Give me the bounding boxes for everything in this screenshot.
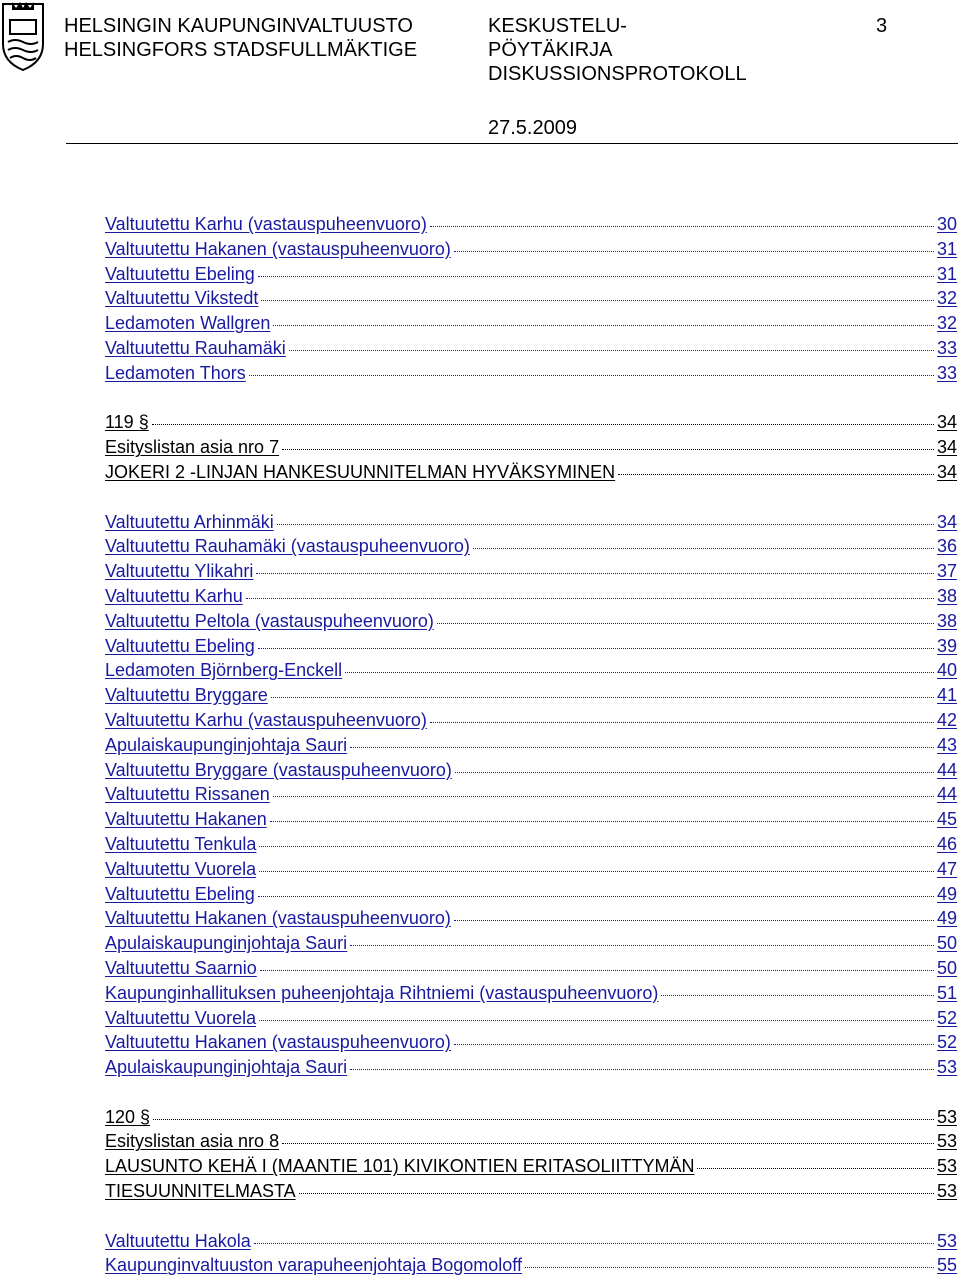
toc-entry-page: 31 [936,238,957,259]
dot-leader [454,251,934,252]
toc-entry-link[interactable] [105,733,957,758]
toc-entry-link[interactable] [105,906,957,931]
dot-leader [270,821,934,822]
toc-group [105,1229,957,1278]
toc-entry-link[interactable] [105,882,957,907]
toc-entry-link[interactable] [105,1253,957,1278]
dot-leader [430,722,934,723]
toc-entry-link[interactable] [105,534,957,559]
toc-entry-page: 37 [936,561,957,582]
toc-entry-page: 50 [936,933,957,954]
toc-entry-link[interactable] [105,931,957,956]
toc-entry-title: Valtuutettu Vuorela [105,1007,257,1028]
toc-entry-title: Valtuutettu Peltola (vastauspuheenvuoro) [105,610,434,631]
toc-entry-page: 53 [936,1230,957,1251]
dot-leader [455,772,934,773]
toc-group [105,510,957,1080]
dot-leader [273,796,934,797]
toc-entry-title: Kaupunginvaltuuston varapuheenjohtaja Bogomoloff [105,1255,522,1276]
dot-leader [259,871,934,872]
dot-leader [454,1044,934,1045]
document-type-line-1: KESKUSTELU- [488,15,627,37]
toc-entry-link[interactable] [105,237,957,262]
toc-entry-title: LAUSUNTO KEHÄ I (MAANTIE 101) KIVIKONTIEN ERITASOLIITTYMÄN [105,1156,695,1177]
toc-entry-link[interactable] [105,361,957,386]
toc-entry-title: TIESUUNNITELMASTA [105,1181,296,1202]
toc-entry-title: Esityslistan asia nro 8 [105,1131,280,1152]
toc-entry-page: 49 [936,908,957,929]
toc-entry-page: 30 [936,214,957,234]
dot-leader [273,325,934,326]
dot-leader [249,375,934,376]
toc-entry-link[interactable] [105,956,957,981]
table-of-contents [105,212,957,1278]
toc-entry-title: Valtuutettu Ylikahri [105,561,254,582]
dot-leader [618,474,934,475]
toc-entry-title: Valtuutettu Ebeling [105,263,255,284]
dot-leader [256,573,934,574]
toc-entry-page: 52 [936,1007,957,1028]
toc-entry-page: 34 [936,412,957,433]
toc-entry-link[interactable] [105,1229,957,1254]
dot-leader [260,970,934,971]
toc-entry-link[interactable] [105,286,957,311]
toc-entry-link[interactable] [105,1179,957,1204]
toc-entry-title: Valtuutettu Bryggare (vastauspuheenvuoro) [105,759,452,780]
toc-entry-link[interactable] [105,832,957,857]
toc-entry-page: 44 [936,759,957,780]
toc-entry-page: 50 [936,957,957,978]
toc-entry-title: Valtuutettu Rissanen [105,784,270,805]
dot-leader [299,1193,934,1194]
toc-entry-title: Apulaiskaupunginjohtaja Sauri [105,734,348,755]
toc-entry-title: Valtuutettu Tenkula [105,833,257,854]
toc-entry-link[interactable] [105,559,957,584]
toc-entry-page: 33 [936,337,957,358]
dot-leader [152,424,934,425]
toc-entry-link[interactable] [105,1105,957,1130]
toc-entry-title: Valtuutettu Bryggare [105,685,268,706]
toc-entry-link[interactable] [105,1055,957,1080]
toc-entry-title: Ledamoten Björnberg-Enckell [105,660,343,681]
toc-entry-link[interactable] [105,1129,957,1154]
toc-entry-page: 33 [936,362,957,383]
header-divider [66,143,958,144]
dot-leader [473,548,934,549]
toc-entry-page: 34 [936,437,957,458]
toc-entry-title: Valtuutettu Karhu (vastauspuheenvuoro) [105,214,427,234]
toc-group-spacer [105,485,957,510]
toc-entry-title: Valtuutettu Rauhamäki [105,337,286,358]
toc-entry-title: Valtuutettu Arhinmäki [105,511,274,532]
toc-entry-title: Valtuutettu Hakanen (vastauspuheenvuoro) [105,238,451,259]
toc-entry-title: Valtuutettu Hakola [105,1230,251,1251]
page-number: 3 [876,15,888,37]
toc-entry-page: 38 [936,610,957,631]
toc-entry-title: Valtuutettu Vuorela [105,858,257,879]
toc-entry-title: Valtuutettu Rauhamäki (vastauspuheenvuoro) [105,536,470,557]
toc-entry-link[interactable] [105,782,957,807]
toc-entry-title: Apulaiskaupunginjohtaja Sauri [105,1057,348,1078]
dot-leader [259,846,934,847]
toc-entry-title: Valtuutettu Vikstedt [105,288,259,309]
dot-leader [246,598,934,599]
toc-entry-title: Valtuutettu Saarnio [105,957,257,978]
dot-leader [454,920,934,921]
toc-entry-page: 51 [936,982,957,1003]
toc-entry-page: 46 [936,833,957,854]
toc-entry-title: Ledamoten Wallgren [105,313,271,334]
toc-entry-page: 52 [936,1032,957,1053]
toc-entry-title: JOKERI 2 -LINJAN HANKESUUNNITELMAN HYVÄKSYMINEN [105,461,616,482]
toc-entry-page: 34 [936,461,957,482]
toc-entry-page: 39 [936,635,957,656]
toc-entry-title: Valtuutettu Hakanen (vastauspuheenvuoro) [105,908,451,929]
organization-name [64,14,417,62]
toc-entry-page: 47 [936,858,957,879]
helsinki-coat-of-arms-logo [0,0,46,72]
dot-leader [153,1119,934,1120]
toc-entry-link[interactable] [105,758,957,783]
toc-entry-link[interactable] [105,410,957,435]
toc-entry-title: 119 § [105,412,149,433]
dot-leader [254,1243,934,1244]
dot-leader [282,1143,934,1144]
toc-entry-title: Ledamoten Thors [105,362,246,383]
dot-leader [289,350,934,351]
toc-entry-page: 55 [936,1255,957,1276]
document-type-line-2: PÖYTÄKIRJA [488,39,613,61]
toc-entry-link[interactable] [105,262,957,287]
toc-entry-link[interactable] [105,510,957,535]
toc-entry-link[interactable] [105,1154,957,1179]
toc-entry-page: 36 [936,536,957,557]
toc-entry-link[interactable] [105,634,957,659]
toc-entry-link[interactable] [105,212,957,237]
toc-entry-title: Valtuutettu Ebeling [105,635,255,656]
toc-entry-title: Valtuutettu Karhu [105,585,243,606]
toc-entry-page: 53 [936,1156,957,1177]
toc-entry-page: 53 [936,1131,957,1152]
dot-leader [259,1020,934,1021]
toc-entry-page: 32 [936,313,957,334]
toc-entry-title: Apulaiskaupunginjohtaja Sauri [105,933,348,954]
toc-entry-link[interactable] [105,857,957,882]
dot-leader [525,1267,934,1268]
toc-entry-page: 31 [936,263,957,284]
toc-entry-link[interactable] [105,460,957,485]
toc-entry-page: 42 [936,709,957,730]
toc-entry-title: Valtuutettu Karhu (vastauspuheenvuoro) [105,709,427,730]
toc-entry-title: 120 § [105,1106,151,1127]
document-type [488,14,747,86]
toc-entry-title: Valtuutettu Hakanen (vastauspuheenvuoro) [105,1032,451,1053]
dot-leader [661,995,934,996]
toc-group [105,212,957,386]
dot-leader [258,648,934,649]
toc-entry-page: 32 [936,288,957,309]
organization-name-sv: HELSINGFORS STADSFULLMÄKTIGE [64,39,418,61]
dot-leader [430,226,934,227]
toc-entry-title: Esityslistan asia nro 7 [105,437,280,458]
dot-leader [350,1069,934,1070]
dot-leader [437,623,934,624]
toc-group-spacer [105,386,957,411]
dot-leader [258,276,934,277]
document-type-line-3: DISKUSSIONSPROTOKOLL [488,63,747,85]
toc-entry-page: 49 [936,883,957,904]
toc-entry-title: Valtuutettu Hakanen [105,809,267,830]
dot-leader [282,449,934,450]
toc-entry-link[interactable] [105,683,957,708]
toc-entry-title: Valtuutettu Ebeling [105,883,255,904]
toc-entry-page: 40 [936,660,957,681]
toc-group-spacer [105,1080,957,1105]
dot-leader [350,945,934,946]
dot-leader [277,524,934,525]
toc-entry-page: 53 [936,1106,957,1127]
toc-entry-page: 45 [936,809,957,830]
toc-entry-link[interactable] [105,807,957,832]
dot-leader [350,747,934,748]
dot-leader [345,672,934,673]
toc-entry-page: 43 [936,734,957,755]
toc-entry-link[interactable] [105,658,957,683]
toc-group-spacer [105,1204,957,1229]
toc-entry-link[interactable] [105,708,957,733]
dot-leader [697,1168,934,1169]
toc-entry-page: 44 [936,784,957,805]
toc-group [105,1105,957,1204]
toc-entry-link[interactable] [105,1006,957,1031]
toc-entry-link[interactable] [105,1030,957,1055]
toc-entry-title: Kaupunginhallituksen puheenjohtaja Rihtniemi (vastauspuheenvuoro) [105,982,659,1003]
toc-entry-link[interactable] [105,981,957,1006]
toc-entry-page: 53 [936,1057,957,1078]
toc-entry-link[interactable] [105,336,957,361]
dot-leader [271,697,934,698]
toc-entry-link[interactable] [105,609,957,634]
document-date: 27.5.2009 [488,117,577,139]
dot-leader [261,300,934,301]
toc-entry-page: 34 [936,511,957,532]
toc-entry-link[interactable] [105,311,957,336]
toc-entry-page: 41 [936,685,957,706]
toc-entry-link[interactable] [105,584,957,609]
toc-entry-page: 53 [936,1181,957,1202]
organization-name-fi: HELSINGIN KAUPUNGINVALTUUSTO [64,15,413,37]
dot-leader [258,896,934,897]
toc-entry-link[interactable] [105,435,957,460]
toc-group [105,410,957,484]
toc-entry-page: 38 [936,585,957,606]
